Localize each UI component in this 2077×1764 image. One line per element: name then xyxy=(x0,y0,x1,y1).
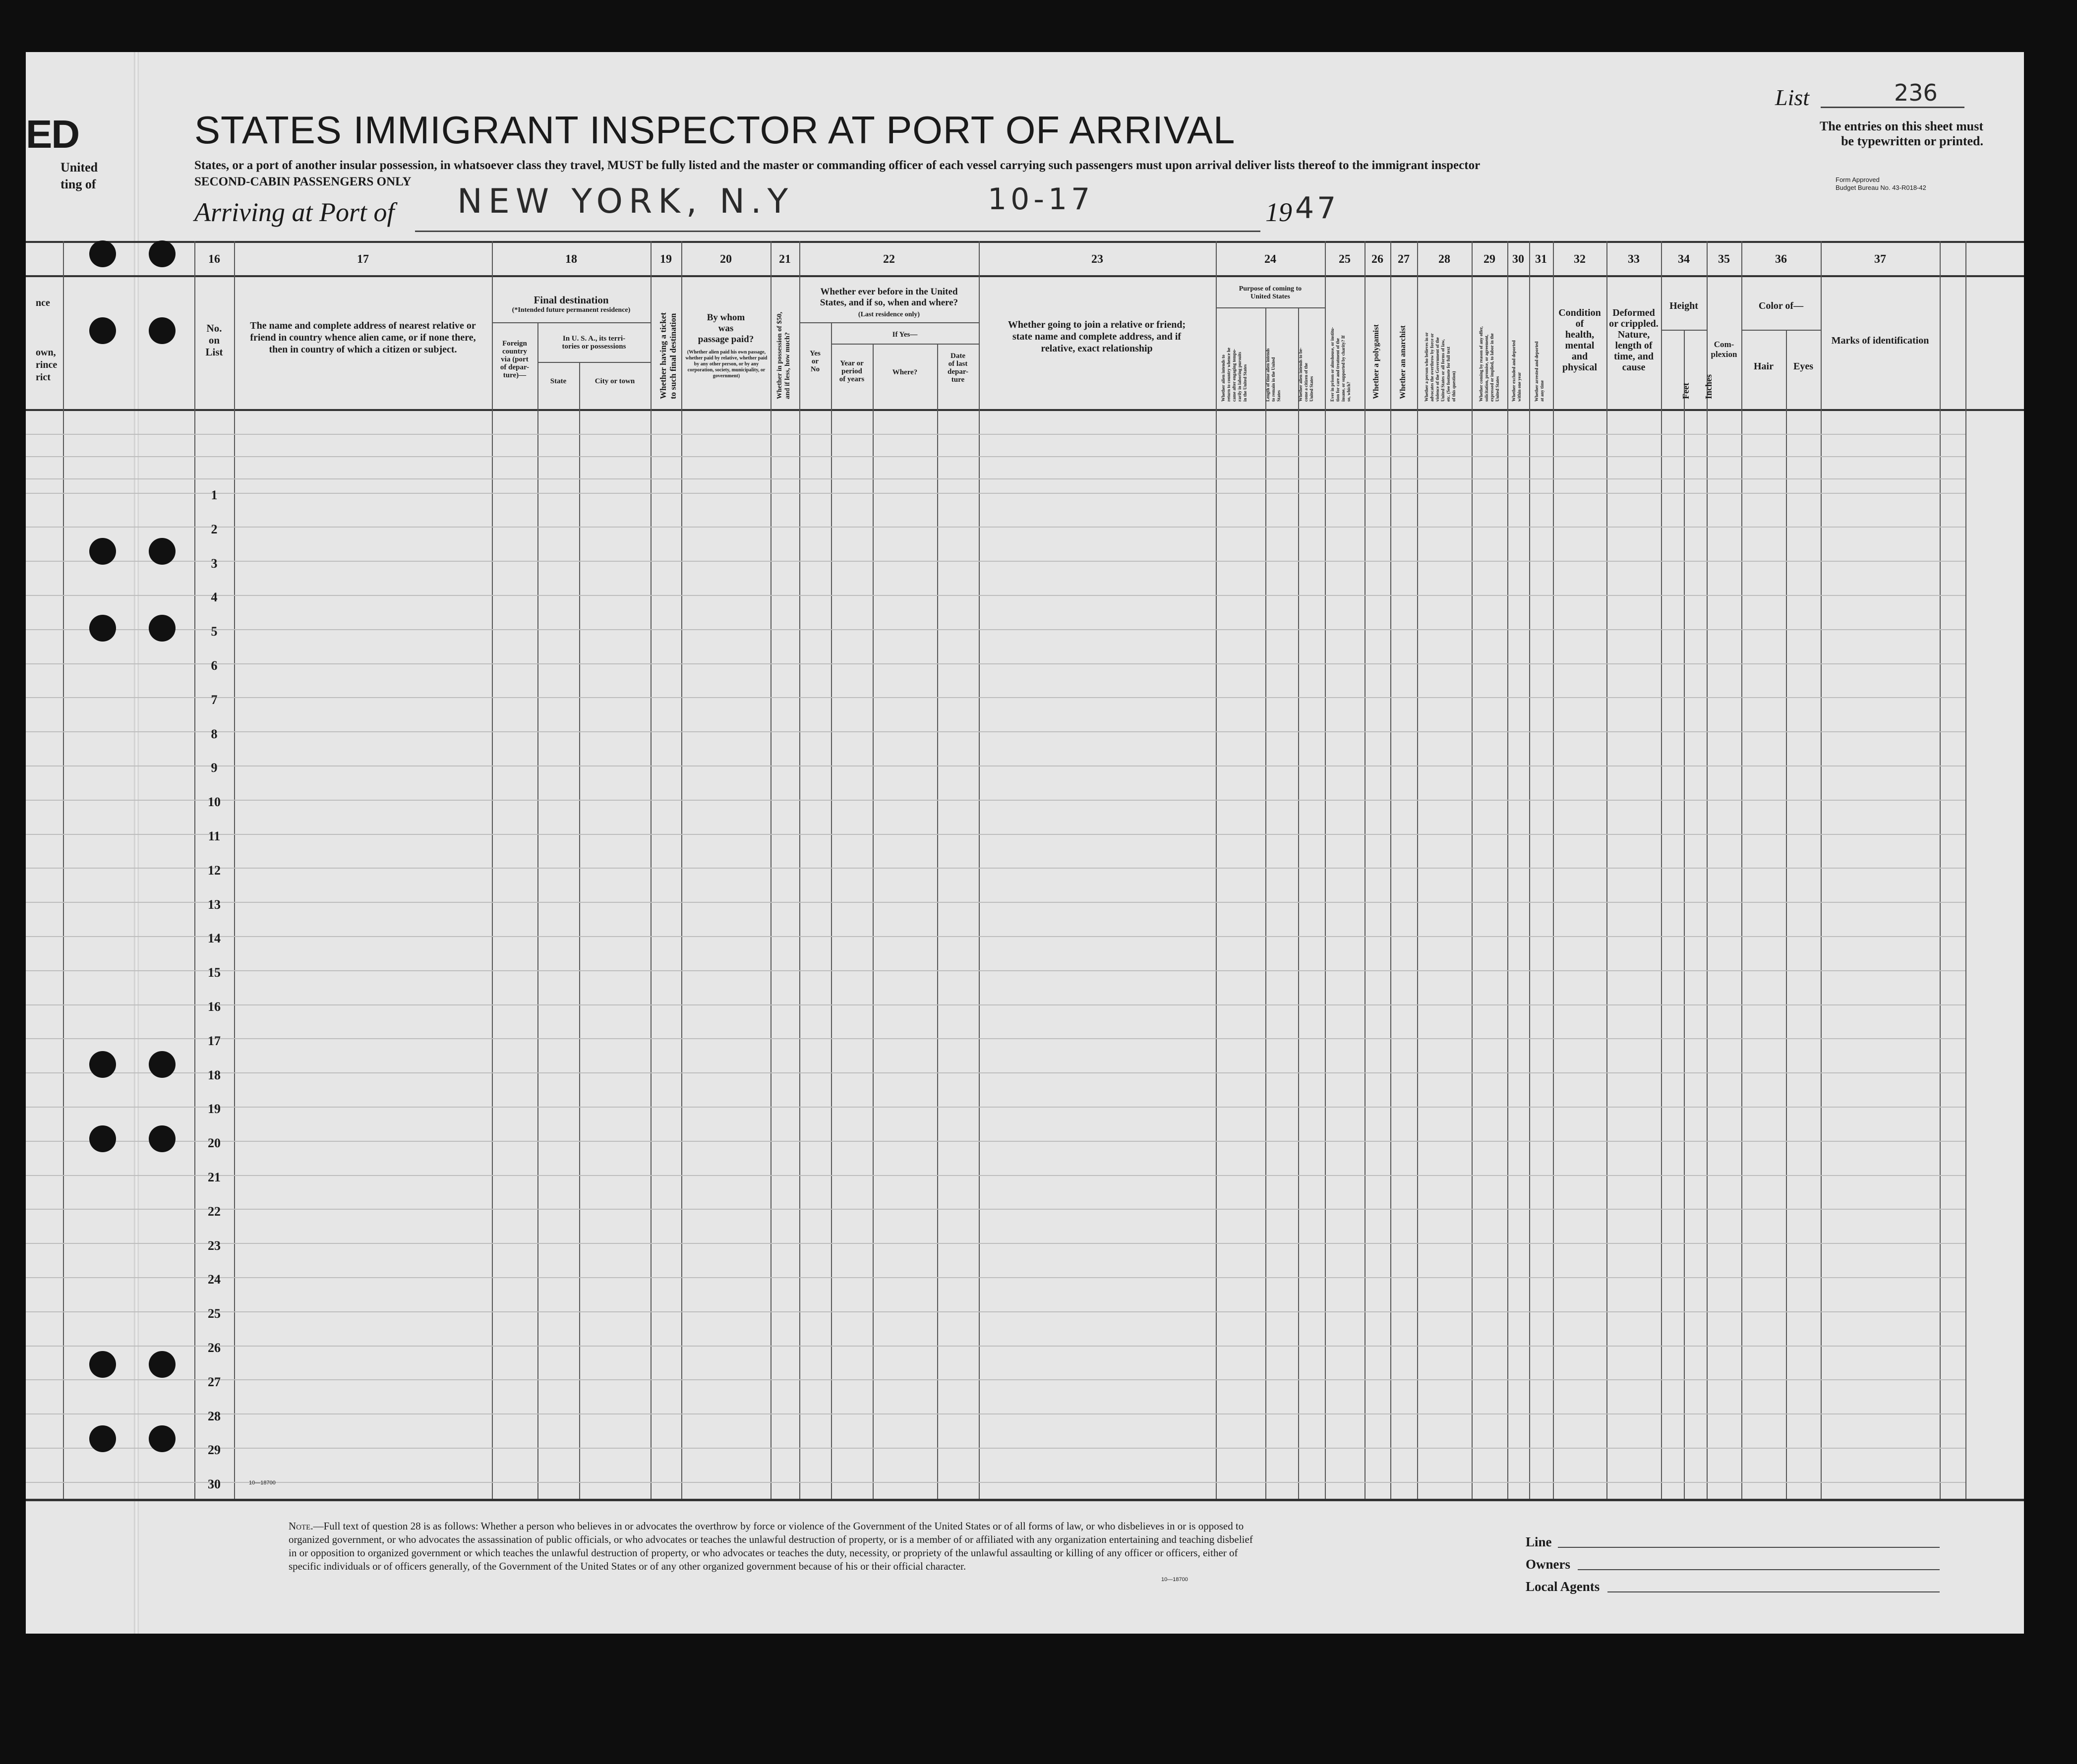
col22-date xyxy=(937,352,979,384)
column-line xyxy=(1821,241,1822,1499)
col24c-header-line: Whether alien intends to be- xyxy=(1298,348,1303,402)
row-line xyxy=(26,663,1965,664)
row-number: 16 xyxy=(208,1000,221,1014)
column-line xyxy=(979,241,980,1499)
col20-title-line: was xyxy=(718,323,734,334)
col31-header xyxy=(1534,342,1545,402)
col24-title-line: United States xyxy=(1250,293,1290,300)
col24b-header-line: to remain in the United xyxy=(1271,357,1276,402)
column-line xyxy=(1417,241,1418,1499)
col25-header-line: so, which? xyxy=(1346,381,1351,402)
sub-column-line xyxy=(1298,307,1299,1499)
punch-hole xyxy=(89,1051,116,1078)
col37-header: Marks of identification xyxy=(1831,335,1929,346)
col24-title-line: Purpose of coming to xyxy=(1239,285,1302,293)
row-line xyxy=(26,629,1965,630)
punch-hole xyxy=(89,1351,116,1378)
col22-yesno xyxy=(799,350,831,373)
year-handwritten[interactable]: 47 xyxy=(1295,191,1339,226)
row-number: 18 xyxy=(208,1068,221,1082)
sub-column-line xyxy=(1684,330,1685,1499)
sub-column-line xyxy=(1786,330,1787,1499)
col36-hair: Hair xyxy=(1754,361,1774,372)
row-line xyxy=(26,1004,1965,1005)
row-line xyxy=(26,1107,1965,1108)
col32-header-line: mental xyxy=(1565,340,1595,351)
row-number: 9 xyxy=(211,761,218,775)
row-line xyxy=(26,1175,1965,1176)
punch-hole xyxy=(149,1125,176,1152)
col22-yesno-line: No xyxy=(810,365,820,373)
footnote-label: Note. xyxy=(289,1520,313,1532)
column-number: 17 xyxy=(357,253,369,266)
row-number: 6 xyxy=(211,658,218,673)
page-title: STATES IMMIGRANT INSPECTOR AT PORT OF ARRIVAL xyxy=(194,108,1236,152)
column-line xyxy=(651,241,652,1499)
col18-subtitle: (*Intended future permanent residence) xyxy=(512,306,631,314)
column-number: 22 xyxy=(883,253,895,266)
row-line xyxy=(26,1482,1965,1483)
col20-title xyxy=(681,312,771,345)
footnote-text: —Full text of question 28 is as follows: Whether a person who believes in or advocates the overthrow by force or violence of the Government of the United States or of all forms of law, or who disbelieves in or is opposed to organized government, or who advocates the assassination of public officials, or who advocates or teaches the unlawful destruction of property, or is a member of or affiliated with any organization entertaining and teaching disbelief in or opposition to organized government or which teaches the unlawful destruction of property, or who advocates or teaches the duty, necessity, or propriety of the unlawful assaulting or killing of any officer or officers, either of specific individuals or of officers generally, of the Government of the United States or of any other organized government because of his or their official character. xyxy=(289,1520,1253,1572)
col33-header-line: Nature, xyxy=(1617,329,1650,340)
col18-foreign xyxy=(492,340,537,379)
col25-header-line: insane, or supported by charity? If xyxy=(1341,335,1346,402)
row-line xyxy=(26,478,1965,479)
col24-subrule xyxy=(1216,307,1325,308)
col18-foreign-line: ture)— xyxy=(503,371,527,379)
col18-usa xyxy=(537,335,651,351)
stub-header: nce xyxy=(36,297,50,308)
row-number: 26 xyxy=(208,1341,221,1355)
punch-hole xyxy=(149,317,176,344)
row-line xyxy=(26,1413,1965,1414)
column-line xyxy=(63,241,64,1499)
row-line xyxy=(26,731,1965,732)
col25-header-line: Ever in prison or almshouse, or institu- xyxy=(1330,327,1335,402)
stub-line: ting of xyxy=(60,177,96,191)
table-bottom-rule xyxy=(26,1499,2024,1501)
col18-title: Final destination xyxy=(534,294,609,306)
col24c-header xyxy=(1298,348,1314,402)
column-line xyxy=(1472,241,1473,1499)
row-number: 29 xyxy=(208,1443,221,1457)
punch-hole xyxy=(149,1425,176,1452)
form-approved xyxy=(1836,176,1926,192)
punch-hole xyxy=(89,538,116,565)
row-line xyxy=(26,1448,1965,1449)
col24b-header xyxy=(1265,348,1282,402)
arriving-label: Arriving at Port of xyxy=(194,197,395,227)
page-fold xyxy=(134,52,139,1634)
row-number: 30 xyxy=(208,1477,221,1491)
row-line xyxy=(26,868,1965,869)
col33-header-line: or crippled. xyxy=(1609,318,1659,329)
col28-header-line: Whether a person who believes in or xyxy=(1424,332,1429,402)
punch-hole xyxy=(89,317,116,344)
col18-foreign-line: Foreign xyxy=(502,340,527,348)
column-number: 20 xyxy=(720,253,732,266)
row-line xyxy=(26,1141,1965,1142)
col32-header-line: of xyxy=(1575,318,1584,329)
footnote-code: 10—18700 xyxy=(1161,1577,1188,1583)
col22-date-line: of last xyxy=(948,360,968,368)
col20-subtitle: (Whether alien paid his own passage, whether paid by relative, whether paid by any other person, or by any corporation, society, municipality, or government) xyxy=(685,350,768,379)
col30-header xyxy=(1511,340,1522,402)
column-line xyxy=(1553,241,1554,1499)
column-number: 37 xyxy=(1874,253,1886,266)
col28-header-line: etc. (See footnote for full text xyxy=(1446,347,1451,402)
stub-line: United xyxy=(60,160,98,175)
row-number: 4 xyxy=(211,590,218,604)
col16-header-line: No. xyxy=(206,322,222,334)
row-number: 1 xyxy=(211,488,218,502)
port-underline xyxy=(415,231,936,232)
row-number: 17 xyxy=(208,1034,221,1048)
column-number: 26 xyxy=(1371,253,1383,266)
col35-header-line: Com- xyxy=(1714,340,1734,349)
col21-header-line: Whether in possession of $50, xyxy=(776,312,783,399)
date-handwritten[interactable]: 10-17 xyxy=(988,182,1094,217)
col24c-header-line: United States xyxy=(1309,376,1314,402)
col36-subrule xyxy=(1741,330,1821,331)
punch-hole xyxy=(149,240,176,267)
col29-header-line: expressed or implied, to labor in the xyxy=(1489,333,1494,402)
col31-header-line: at any time xyxy=(1540,380,1544,402)
col20-title-line: passage paid? xyxy=(698,334,754,345)
row-number: 11 xyxy=(208,829,221,843)
col24a-header-line: return to country whence he xyxy=(1226,348,1231,402)
row-line xyxy=(26,765,1965,766)
col32-header-line: Condition xyxy=(1558,307,1601,318)
col19-header xyxy=(658,312,678,399)
col22-yesno-line: or xyxy=(811,357,819,365)
col34-feet: Feet xyxy=(1681,383,1691,399)
punch-hole xyxy=(149,1351,176,1378)
row-number: 2 xyxy=(211,522,218,536)
col28-header xyxy=(1424,332,1457,402)
stub-title-fragment: ED xyxy=(26,112,79,156)
col35-header-line: plexion xyxy=(1711,350,1737,359)
row-line xyxy=(26,1346,1965,1347)
col30-header-line: within one year xyxy=(1517,372,1522,402)
row-number: 7 xyxy=(211,693,218,707)
col22-title-line: States, and if so, when and where? xyxy=(820,297,958,308)
col28-header-line: United States or all forms of law, xyxy=(1440,339,1445,402)
col28-header-line: violence of the Government of the xyxy=(1435,337,1440,402)
list-underline xyxy=(1821,107,1964,108)
column-number-rule xyxy=(26,275,2024,277)
col22-ifyes-rule xyxy=(831,344,979,345)
punch-hole xyxy=(149,538,176,565)
column-line xyxy=(1940,241,1941,1499)
row-number: 15 xyxy=(208,965,221,980)
manifest-sheet xyxy=(26,52,2024,1634)
col16-header-line: List xyxy=(205,346,223,358)
row-line xyxy=(26,527,1965,528)
row-line xyxy=(26,902,1965,903)
row-line xyxy=(26,1038,1965,1039)
col18-usa-line: In U. S. A., its terri- xyxy=(562,335,626,343)
column-line xyxy=(1216,241,1217,1499)
col22-year xyxy=(831,359,873,383)
col32-header-line: and xyxy=(1571,351,1588,362)
col34-subrule xyxy=(1661,330,1707,331)
line-label: Line xyxy=(1526,1534,1552,1549)
col22-title xyxy=(799,287,979,308)
column-line xyxy=(799,241,800,1499)
column-line xyxy=(1661,241,1662,1499)
col22-title-line: Whether ever before in the United xyxy=(820,287,958,297)
row-line xyxy=(26,1243,1965,1244)
col24a-header-line: in the United States xyxy=(1243,364,1247,402)
col26-header: Whether a polygamist xyxy=(1372,324,1380,399)
col30-header-line: Whether excluded and deported xyxy=(1511,340,1516,402)
row-number: 25 xyxy=(208,1306,221,1321)
col19-header-line: Whether having a ticket xyxy=(658,312,668,399)
col22-date-line: ture xyxy=(951,376,965,384)
punch-hole xyxy=(149,615,176,642)
entries-note xyxy=(1725,119,1983,149)
form-code: 10—18700 xyxy=(249,1480,276,1486)
entries-note-line: be typewritten or printed. xyxy=(1841,134,1983,148)
row-number: 10 xyxy=(208,795,221,809)
punch-hole xyxy=(89,1425,116,1452)
line-underline xyxy=(1558,1547,1940,1548)
col18-foreign-line: of depar- xyxy=(500,363,530,371)
col29-header-line: Whether coming by reason of any offer, xyxy=(1479,326,1484,402)
row-number: 3 xyxy=(211,556,218,571)
column-line xyxy=(1529,241,1530,1499)
col25-header-line: tion for care and treatment of the xyxy=(1335,338,1340,402)
col22-yesno-line: Yes xyxy=(810,350,821,357)
col33-header-line: time, and xyxy=(1614,351,1654,362)
row-number: 20 xyxy=(208,1136,221,1150)
row-number: 23 xyxy=(208,1238,221,1253)
column-number: 18 xyxy=(565,253,577,266)
cabin-class: SECOND-CABIN PASSENGERS ONLY xyxy=(194,175,412,188)
owners-label: Owners xyxy=(1526,1557,1570,1572)
punch-hole xyxy=(149,1051,176,1078)
column-line xyxy=(1965,241,1966,1499)
form-approved-line: Form Approved xyxy=(1836,176,1880,183)
col23-header: Whether going to join a relative or friend; state name and complete address, and if relative, exact relationship xyxy=(1008,319,1186,354)
owners-underline xyxy=(1578,1569,1940,1570)
col24b-header-line: Length of time alien intends xyxy=(1265,348,1270,402)
col22-subtitle: (Last residence only) xyxy=(858,311,920,318)
col17-header: The name and complete address of nearest relative or friend in country whence alien came, or if none there, then in country of which a citizen or subject. xyxy=(250,320,476,355)
column-number: 32 xyxy=(1574,253,1586,266)
sub-column-line xyxy=(1265,307,1266,1499)
col18-foreign-line: via (port xyxy=(501,355,529,363)
column-number: 21 xyxy=(779,253,791,266)
row-number: 21 xyxy=(208,1170,221,1184)
col16-header-line: on xyxy=(208,334,220,346)
col18-city: City or town xyxy=(594,377,635,385)
column-number: 27 xyxy=(1398,253,1410,266)
table-top-rule xyxy=(26,241,2024,243)
punch-hole xyxy=(89,1125,116,1152)
col18-usa-line: tories or possessions xyxy=(562,343,626,351)
column-line xyxy=(1741,241,1742,1499)
col33-header xyxy=(1606,307,1661,373)
row-number: 8 xyxy=(211,727,218,741)
col18-foreign-line: country xyxy=(502,348,527,355)
column-number: 23 xyxy=(1091,253,1103,266)
column-number: 24 xyxy=(1264,253,1276,266)
col36-header: Color of— xyxy=(1758,300,1804,311)
row-number: 5 xyxy=(211,624,218,639)
sub-column-line xyxy=(537,322,538,1499)
col22-date-line: Date xyxy=(950,352,965,360)
col24c-header-line: come a citizen of the xyxy=(1304,363,1308,402)
row-line xyxy=(26,595,1965,596)
col35-header xyxy=(1707,340,1741,359)
col34-inches: Inches xyxy=(1704,374,1714,399)
punch-hole xyxy=(89,615,116,642)
date-underline xyxy=(933,231,1260,232)
row-number: 22 xyxy=(208,1204,221,1219)
column-number: 31 xyxy=(1535,253,1547,266)
col24-title xyxy=(1216,285,1325,301)
col22-ifyes: If Yes— xyxy=(892,331,918,339)
row-line xyxy=(26,493,1965,494)
col22-date-line: depar- xyxy=(948,368,968,376)
col16-header xyxy=(194,322,234,358)
row-number: 12 xyxy=(208,863,221,878)
row-line xyxy=(26,1311,1965,1312)
stub-header: own, xyxy=(36,347,56,358)
stub-header: rict xyxy=(36,372,51,383)
column-line xyxy=(1325,241,1326,1499)
row-line xyxy=(26,1072,1965,1073)
list-label: List xyxy=(1775,85,1810,110)
column-number: 29 xyxy=(1484,253,1495,266)
column-line xyxy=(1507,241,1508,1499)
col22-year-line: period xyxy=(841,367,862,375)
row-line xyxy=(26,936,1965,937)
row-line xyxy=(26,1379,1965,1380)
col19-header-line: to such final destination xyxy=(668,313,678,399)
col32-header xyxy=(1553,307,1606,373)
row-line xyxy=(26,800,1965,801)
stub-header: rince xyxy=(36,359,58,370)
col22-year-line: Year or xyxy=(840,359,864,367)
col21-header xyxy=(776,312,792,399)
col25-header xyxy=(1330,327,1352,402)
column-number: 33 xyxy=(1628,253,1640,266)
col28-header-line: advocates the overthrow by force or xyxy=(1429,333,1434,402)
footnote xyxy=(289,1520,1255,1573)
col22-where: Where? xyxy=(892,368,918,376)
list-number[interactable]: 236 xyxy=(1894,79,1938,106)
row-line xyxy=(26,1209,1965,1210)
row-number: 14 xyxy=(208,931,221,945)
row-line xyxy=(26,561,1965,562)
column-number: 19 xyxy=(660,253,672,266)
row-line xyxy=(26,434,1965,435)
col21-header-line: and if less, how much? xyxy=(784,332,791,399)
port-handwritten[interactable]: NEW YORK, N.Y xyxy=(457,182,794,221)
col24a-header-line: rarily in laboring pursuits xyxy=(1237,352,1242,402)
column-line xyxy=(1707,241,1708,1499)
row-number: 28 xyxy=(208,1409,221,1423)
row-line xyxy=(26,834,1965,835)
col22-year-line: of years xyxy=(839,375,865,383)
col29-header-line: solicitation, promise, or agreement, xyxy=(1484,335,1489,402)
col33-header-line: Deformed xyxy=(1612,307,1655,318)
punch-hole xyxy=(89,240,116,267)
row-line xyxy=(26,697,1965,698)
column-line xyxy=(1390,241,1391,1499)
sub-column-line xyxy=(937,344,938,1499)
col28-header-line: of this question) xyxy=(1451,371,1456,402)
col36-eyes: Eyes xyxy=(1793,361,1813,372)
column-number: 36 xyxy=(1775,253,1787,266)
form-approved-line: Budget Bureau No. 43-R018-42 xyxy=(1836,184,1926,191)
column-line xyxy=(234,241,235,1499)
col20-title-line: By whom xyxy=(707,312,745,323)
col29-header-line: United States xyxy=(1495,376,1500,402)
instructions: States, or a port of another insular possession, in whatsoever class they travel, MUST be fully listed and the master or commanding officer of each vessel carrying such passengers must upon arrival deliver lists thereof to the immigrant inspector xyxy=(194,159,1481,172)
col32-header-line: health, xyxy=(1565,329,1595,340)
col34-header: Height xyxy=(1669,300,1698,311)
sub-column-line xyxy=(831,322,832,1499)
sub-column-line xyxy=(579,362,580,1499)
column-number: 35 xyxy=(1718,253,1730,266)
col24a-header-line: Whether alien intends to xyxy=(1221,354,1226,402)
row-number: 24 xyxy=(208,1272,221,1287)
column-number: 25 xyxy=(1339,253,1351,266)
column-line xyxy=(1606,241,1607,1499)
col32-header-line: physical xyxy=(1562,362,1598,373)
col24a-header-line: came after engaging tempo- xyxy=(1232,349,1237,402)
agents-underline xyxy=(1607,1591,1940,1592)
entries-note-line: The entries on this sheet must xyxy=(1819,119,1983,133)
column-number: 30 xyxy=(1512,253,1524,266)
sub-column-line xyxy=(873,344,874,1499)
year-prefix: 19 xyxy=(1265,197,1292,227)
col24a-header xyxy=(1221,348,1248,402)
agents-label: Local Agents xyxy=(1526,1579,1600,1594)
column-number: 34 xyxy=(1678,253,1690,266)
col18-state: State xyxy=(550,377,567,385)
row-line xyxy=(26,456,1965,457)
header-bottom-rule xyxy=(26,409,2024,411)
row-number: 13 xyxy=(208,897,221,912)
col33-header-line: cause xyxy=(1622,362,1646,373)
column-line xyxy=(492,241,493,1499)
column-number: 28 xyxy=(1438,253,1450,266)
row-line xyxy=(26,1277,1965,1278)
col27-header: Whether an anarchist xyxy=(1399,325,1407,399)
row-number: 19 xyxy=(208,1102,221,1116)
col33-header-line: length of xyxy=(1615,340,1653,351)
col24b-header-line: States xyxy=(1276,390,1281,402)
col18-usa-rule xyxy=(537,362,651,363)
row-line xyxy=(26,970,1965,971)
col22-subrule xyxy=(799,322,979,323)
col31-header-line: Whether arrested and deported xyxy=(1534,341,1539,402)
column-number: 16 xyxy=(208,253,220,266)
col29-header xyxy=(1479,326,1500,402)
row-number: 27 xyxy=(208,1375,221,1389)
column-line xyxy=(681,241,682,1499)
col18-subrule xyxy=(492,322,651,323)
